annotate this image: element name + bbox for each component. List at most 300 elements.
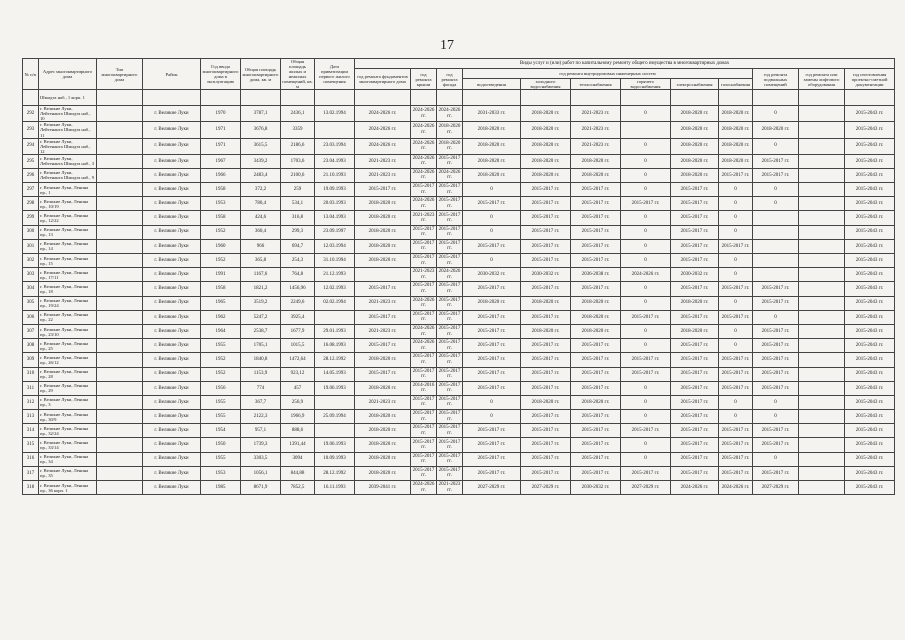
cell-documentation: 2015-2043 гг.	[845, 183, 895, 197]
cell-elevator	[799, 211, 845, 225]
cell-type	[97, 410, 143, 424]
cell-elevator	[799, 138, 845, 154]
cell-water-disposal: 2018-2020 гг.	[463, 154, 521, 168]
cell-total-area: 360,4	[241, 225, 281, 239]
cell-roof: 2015-2017 гг.	[411, 225, 437, 239]
cell-foundation: 2024-2026 гг.	[355, 106, 411, 122]
cell-electric: 2015-2017 гг.	[671, 254, 719, 268]
cell-elevator	[799, 410, 845, 424]
cell-heating: 2018-2020 гг.	[571, 296, 621, 310]
cell-privatization-date: 19.06.1993	[315, 438, 355, 452]
cell-cold-water: 2015-2017 гг.	[521, 282, 571, 296]
cell-gas: 0	[719, 339, 753, 353]
cell-roof: 2015-2017 гг.	[411, 367, 437, 381]
cell-roof: 2015-2017 гг.	[411, 410, 437, 424]
cell-cold-water: 2015-2017 гг.	[521, 254, 571, 268]
cell-heating: 2015-2017 гг.	[571, 381, 621, 395]
cell-heating: 2036-2038 гг.	[571, 268, 621, 282]
cell-foundation: 2018-2020 гг.	[355, 424, 411, 438]
cell-gas: 2015-2017 гг.	[719, 438, 753, 452]
cell-water-disposal: 2015-2017 гг.	[463, 197, 521, 211]
cell-address: г. Великие Луки, Ленина пр., 33/14	[39, 438, 97, 452]
cell-cold-water: 2015-2017 гг.	[521, 211, 571, 225]
cell-water-disposal: 2015-2017 гг.	[463, 239, 521, 253]
cell-elevator	[799, 282, 845, 296]
cell-cold-water: 2030-2032 гг.	[521, 268, 571, 282]
cell-privatization-date: 14.05.1993	[315, 367, 355, 381]
cell-heating: 2015-2017 гг.	[571, 254, 621, 268]
cell-heating: 2015-2017 гг.	[571, 211, 621, 225]
cell-documentation: 2015-2043 гг.	[845, 239, 895, 253]
cell-gas: 2015-2017 гг.	[719, 466, 753, 480]
table-row	[23, 339, 895, 353]
cell-roof: 2024-2026 гг.	[411, 324, 437, 338]
cell-roof: 2024-2026 гг.	[411, 106, 437, 122]
cell-type	[97, 183, 143, 197]
cell-facade: 2015-2017 гг.	[437, 466, 463, 480]
cell-heating: 2015-2017 гг.	[571, 367, 621, 381]
cell-roof: 2024-2026 гг.	[411, 168, 437, 182]
cell-gas: 2015-2017 гг.	[719, 310, 753, 324]
table-row	[23, 296, 895, 310]
cell-type	[97, 122, 143, 138]
cell-roof: 2015-2017 гг.	[411, 466, 437, 480]
cell-district: г. Великие Луки	[143, 168, 201, 182]
cell-year-built: 1955	[201, 452, 241, 466]
cell-year-built: 1967	[201, 154, 241, 168]
cell-documentation: 2015-2043 гг.	[845, 282, 895, 296]
cell-elevator	[799, 254, 845, 268]
cell-heating: 2021-2023 гг.	[571, 122, 621, 138]
cell-electric: 2015-2017 гг.	[671, 367, 719, 381]
cell-year-built: 1955	[201, 339, 241, 353]
cell-basement: 2015-2017 гг.	[753, 339, 799, 353]
cell-district: г. Великие Луки	[143, 466, 201, 480]
cell-electric: 2018-2020 гг.	[671, 122, 719, 138]
cell-basement: 0	[753, 310, 799, 324]
cell-water-disposal: 2015-2017 гг.	[463, 424, 521, 438]
cell-water-disposal: 2030-2032 гг.	[463, 268, 521, 282]
cell-privatization-date: 02.02.1994	[315, 296, 355, 310]
cell-heating: 2015-2017 гг.	[571, 410, 621, 424]
cell-hot-water: 0	[621, 254, 671, 268]
cell-elevator	[799, 197, 845, 211]
cell-gas: 2015-2017 гг.	[719, 381, 753, 395]
cell-roof: 2015-2017 гг.	[411, 353, 437, 367]
cell-electric: 2015-2017 гг.	[671, 239, 719, 253]
cell-basement: 2015-2017 гг.	[753, 381, 799, 395]
cell-documentation: 2015-2043 гг.	[845, 438, 895, 452]
cell-elevator	[799, 183, 845, 197]
cell-electric: 2015-2017 гг.	[671, 197, 719, 211]
cell-cold-water: 2015-2017 гг.	[521, 225, 571, 239]
cell-type	[97, 225, 143, 239]
cell-gas: 2015-2017 гг.	[719, 353, 753, 367]
cell-type	[97, 138, 143, 154]
cell-no: 296	[23, 168, 39, 182]
cell-district: г. Великие Луки	[143, 197, 201, 211]
cell-elevator	[799, 438, 845, 452]
cell-facade: 2015-2017 гг.	[437, 324, 463, 338]
cell-heating: 2021-2023 гг.	[571, 138, 621, 154]
cell-hot-water: 2015-2017 гг.	[621, 367, 671, 381]
cell-total-area: 957,1	[241, 424, 281, 438]
cell-elevator	[799, 353, 845, 367]
cell-gas: 2015-2017 гг.	[719, 424, 753, 438]
cell-living-area: 2100,6	[281, 168, 315, 182]
cell-total-area: 365,8	[241, 254, 281, 268]
cell-water-disposal: 2027-2029 гг.	[463, 481, 521, 495]
table-row	[23, 282, 895, 296]
cell-living-area: 254,3	[281, 254, 315, 268]
cell-district: г. Великие Луки	[143, 211, 201, 225]
cell-documentation: 2015-2043 гг.	[845, 410, 895, 424]
cell-address: г. Великие Луки, Ленина пр., 32/24	[39, 424, 97, 438]
cell-type	[97, 254, 143, 268]
cell-privatization-date: 28.12.1992	[315, 353, 355, 367]
cell-roof: 2015-2017 гг.	[411, 254, 437, 268]
cell-hot-water: 2015-2017 гг.	[621, 424, 671, 438]
cell-elevator	[799, 466, 845, 480]
cell-heating: 2015-2017 гг.	[571, 183, 621, 197]
cell-water-disposal: 2015-2017 гг.	[463, 466, 521, 480]
cell-total-area: 2122,3	[241, 410, 281, 424]
cell-district: г. Великие Луки	[143, 438, 201, 452]
cell-roof: 2015-2017 гг.	[411, 438, 437, 452]
header-roof: год ремонта крыши	[411, 69, 437, 90]
cell-roof: 2015-2017 гг.	[411, 395, 437, 409]
table-row	[23, 424, 895, 438]
cell-electric: 2015-2017 гг.	[671, 310, 719, 324]
cell-year-built: 1958	[201, 282, 241, 296]
cell-privatization-date: 31.10.1994	[315, 254, 355, 268]
cell-foundation: 2018-2020 гг.	[355, 353, 411, 367]
cell-electric: 2018-2020 гг.	[671, 296, 719, 310]
cell-year-built: 1958	[201, 211, 241, 225]
cell-electric: 2015-2017 гг.	[671, 466, 719, 480]
table-row	[23, 481, 895, 495]
cell-hot-water: 0	[621, 106, 671, 122]
cell-gas: 0	[719, 296, 753, 310]
cell-no: 310	[23, 367, 39, 381]
cell-roof: 2015-2017 гг.	[411, 183, 437, 197]
cell-district: г. Великие Луки	[143, 296, 201, 310]
cell-total-area: 372,2	[241, 183, 281, 197]
header-basement: год ремонта подвальных помещений	[753, 69, 799, 90]
cell-water-disposal: 2015-2017 гг.	[463, 367, 521, 381]
cell-water-disposal: 2031-2033 гг.	[463, 106, 521, 122]
cell-gas: 2018-2020 гг.	[719, 106, 753, 122]
cell-elevator	[799, 424, 845, 438]
cell-roof: 2015-2017 гг.	[411, 310, 437, 324]
cell-type	[97, 339, 143, 353]
cell-no: 304	[23, 282, 39, 296]
cell-water-disposal: 2015-2017 гг.	[463, 324, 521, 338]
table-header	[23, 59, 895, 90]
cell-foundation: 2021-2023 гг.	[355, 168, 411, 182]
cell-elevator	[799, 154, 845, 168]
cell-total-area: 3787,1	[241, 106, 281, 122]
table-row	[23, 168, 895, 182]
cell-living-area: 316,8	[281, 211, 315, 225]
cell-foundation: 2018-2020 гг.	[355, 410, 411, 424]
cell-no: 301	[23, 239, 39, 253]
cell-cold-water: 2015-2017 гг.	[521, 197, 571, 211]
cell-facade: 2024-2026 гг.	[437, 168, 463, 182]
header-works-caption: Виды услуг и (или) работ по капитальному ремонту общего имущества в многоквартирных домах	[355, 59, 895, 69]
cell-foundation: 2018-2020 гг.	[355, 452, 411, 466]
cell-elevator	[799, 481, 845, 495]
cell-gas: 2015-2017 гг.	[719, 282, 753, 296]
cell-district: г. Великие Луки	[143, 239, 201, 253]
header-hot-water: горячего водоснабжения	[621, 79, 671, 90]
cell-district: г. Великие Луки	[143, 452, 201, 466]
cell-privatization-date: 20.03.1993	[315, 197, 355, 211]
cell-gas: 0	[719, 410, 753, 424]
cell-heating: 2015-2017 гг.	[571, 438, 621, 452]
cell-living-area: 1015,5	[281, 339, 315, 353]
cell-type	[97, 452, 143, 466]
cell-cold-water: 2015-2017 гг.	[521, 410, 571, 424]
cell-cold-water: 2015-2017 гг.	[521, 183, 571, 197]
cell-documentation: 2015-2043 гг.	[845, 154, 895, 168]
cell-facade: 2015-2017 гг.	[437, 239, 463, 253]
cell-documentation: 2015-2043 гг.	[845, 138, 895, 154]
cell-gas: 2024-2026 гг.	[719, 481, 753, 495]
cell-basement: 2015-2017 гг.	[753, 424, 799, 438]
cell-year-built: 1954	[201, 424, 241, 438]
cell-district: г. Великие Луки	[143, 183, 201, 197]
cell-type	[97, 395, 143, 409]
table-row	[23, 410, 895, 424]
cell-cold-water: 2015-2017 гг.	[521, 353, 571, 367]
cell-gas: 2018-2020 гг.	[719, 122, 753, 138]
cell-electric: 2030-2032 гг.	[671, 268, 719, 282]
cell-no: 306	[23, 310, 39, 324]
header-systems-caption: год ремонта внутридомовых инженерных систем	[463, 69, 753, 79]
table-row	[23, 225, 895, 239]
cell-no: 299	[23, 211, 39, 225]
cell-electric: 2018-2020 гг.	[671, 154, 719, 168]
cell-foundation: 2018-2020 гг.	[355, 381, 411, 395]
cell-gas: 2015-2017 гг.	[719, 367, 753, 381]
cell-hot-water: 2015-2017 гг.	[621, 310, 671, 324]
cell-basement: 0	[753, 183, 799, 197]
cell-district: г. Великие Луки	[143, 106, 201, 122]
cell-facade: 2015-2017 гг.	[437, 381, 463, 395]
cell-privatization-date: 12.02.1993	[315, 282, 355, 296]
table-body	[23, 90, 895, 495]
cell-privatization-date	[315, 310, 355, 324]
cell-electric: 2018-2020 гг.	[671, 324, 719, 338]
cell-cold-water: 2018-2020 гг.	[521, 168, 571, 182]
header-total-area: Общая площадь многоквартирного дома, кв. м	[241, 59, 281, 90]
table-row	[23, 324, 895, 338]
cell-elevator	[799, 395, 845, 409]
cell-cold-water: 2015-2017 гг.	[521, 367, 571, 381]
cell-water-disposal: 2015-2017 гг.	[463, 381, 521, 395]
cell-address: г. Великие Луки, Лейтенанта Шмидта наб., 11	[39, 122, 97, 138]
header-living-area: Общая площадь жилых и нежилых помещений, кв. м	[282, 59, 313, 90]
cell-no: 309	[23, 353, 39, 367]
cell-heating: 2015-2017 гг.	[571, 424, 621, 438]
cell-foundation: 2015-2017 гг.	[355, 183, 411, 197]
cell-address: г. Великие Луки, Ленина пр., 22	[39, 310, 97, 324]
cell-privatization-date: 13.04.1993	[315, 211, 355, 225]
header-privatization-date: Дата приватизации первого жилого помещения	[315, 59, 355, 90]
cell-documentation: 2015-2043 гг.	[845, 168, 895, 182]
cell-type	[97, 353, 143, 367]
cell-living-area: 844,88	[281, 466, 315, 480]
cell-foundation	[355, 268, 411, 282]
cell-water-disposal: 2015-2017 гг.	[463, 282, 521, 296]
cell-water-disposal: 2015-2017 гг.	[463, 452, 521, 466]
carry-over-row	[23, 90, 895, 106]
cell-elevator	[799, 239, 845, 253]
cell-basement: 0	[753, 452, 799, 466]
cell-year-built: 1952	[201, 225, 241, 239]
cell-district: г. Великие Луки	[143, 424, 201, 438]
cell-year-built: 1958	[201, 183, 241, 197]
cell-no: 294	[23, 138, 39, 154]
repair-schedule-table	[22, 58, 895, 495]
cell-gas: 0	[719, 183, 753, 197]
table-row	[23, 395, 895, 409]
cell-foundation: 2015-2017 гг.	[355, 282, 411, 296]
cell-hot-water: 0	[621, 138, 671, 154]
cell-privatization-date	[315, 395, 355, 409]
cell-total-area: 1167,6	[241, 268, 281, 282]
cell-total-area: 3439,2	[241, 154, 281, 168]
cell-documentation: 2015-2043 гг.	[845, 268, 895, 282]
header-foundation: год ремонта фундаментов многоквартирного дома	[355, 69, 411, 90]
cell-total-area: 8671,9	[241, 481, 281, 495]
cell-address: г. Великие Луки, Ленина пр., 23/10	[39, 324, 97, 338]
cell-gas: 2015-2017 гг.	[719, 168, 753, 182]
cell-privatization-date: 28.12.1992	[315, 466, 355, 480]
cell-documentation: 2015-2043 гг.	[845, 225, 895, 239]
cell-living-area: 1677,9	[281, 324, 315, 338]
cell-no: 314	[23, 424, 39, 438]
cell-electric: 2015-2017 гг.	[671, 424, 719, 438]
cell-hot-water: 0	[621, 339, 671, 353]
cell-living-area: 256,9	[281, 395, 315, 409]
cell-type	[97, 282, 143, 296]
cell-hot-water: 2024-2026 гг.	[621, 268, 671, 282]
cell-water-disposal: 0	[463, 395, 521, 409]
cell-documentation: 2015-2043 гг.	[845, 367, 895, 381]
cell-elevator	[799, 106, 845, 122]
cell-documentation: 2015-2043 гг.	[845, 310, 895, 324]
cell-hot-water: 0	[621, 225, 671, 239]
cell-cold-water: 2018-2020 гг.	[521, 324, 571, 338]
cell-electric: 2015-2017 гг.	[671, 381, 719, 395]
cell-total-area: 3676,8	[241, 122, 281, 138]
cell-district: г. Великие Луки	[143, 122, 201, 138]
cell-basement: 0	[753, 106, 799, 122]
cell-water-disposal: 0	[463, 225, 521, 239]
cell-basement: 2015-2017 гг.	[753, 282, 799, 296]
cell-basement: 2015-2017 гг.	[753, 154, 799, 168]
cell-electric: 2024-2026 гг.	[671, 481, 719, 495]
table-row	[23, 381, 895, 395]
cell-roof: 2015-2017 гг.	[411, 239, 437, 253]
cell-address: г. Великие Луки, Ленина пр., 36 корп. 1	[39, 481, 97, 495]
cell-cold-water: 2015-2017 гг.	[521, 438, 571, 452]
cell-no: 305	[23, 296, 39, 310]
table-row	[23, 310, 895, 324]
cell-no: 295	[23, 154, 39, 168]
cell-year-built: 1964	[201, 324, 241, 338]
cell-type	[97, 239, 143, 253]
cell-basement	[753, 211, 799, 225]
cell-water-disposal: 2018-2020 гг.	[463, 168, 521, 182]
cell-water-disposal: 2015-2017 гг.	[463, 339, 521, 353]
cell-district: г. Великие Луки	[143, 353, 201, 367]
cell-elevator	[799, 324, 845, 338]
cell-documentation: 2015-2043 гг.	[845, 452, 895, 466]
header-electric: электроснабжения	[671, 79, 719, 90]
cell-cold-water: 2018-2020 гг.	[521, 138, 571, 154]
cell-no: 298	[23, 197, 39, 211]
cell-total-area: 3519,2	[241, 296, 281, 310]
cell-water-disposal: 0	[463, 211, 521, 225]
cell-district: г. Великие Луки	[143, 154, 201, 168]
cell-facade: 2015-2017 гг.	[437, 296, 463, 310]
cell-facade: 2015-2017 гг.	[437, 310, 463, 324]
cell-basement: 0	[753, 197, 799, 211]
cell-documentation: 2015-2043 гг.	[845, 353, 895, 367]
cell-address: г. Великие Луки, Ленина пр., 18	[39, 282, 97, 296]
cell-district: г. Великие Луки	[143, 310, 201, 324]
cell-no: 293	[23, 122, 39, 138]
table-row	[23, 254, 895, 268]
cell-facade: 2018-2020 гг.	[437, 138, 463, 154]
cell-type	[97, 268, 143, 282]
cell-facade: 2015-2017 гг.	[437, 353, 463, 367]
cell-hot-water: 0	[621, 438, 671, 452]
cell-type	[97, 296, 143, 310]
cell-living-area: 1703,6	[281, 154, 315, 168]
cell-total-area: 780,4	[241, 197, 281, 211]
cell-district: г. Великие Луки	[143, 282, 201, 296]
cell-water-disposal: 2018-2020 гг.	[463, 122, 521, 138]
cell-basement: 2015-2017 гг.	[753, 438, 799, 452]
cell-year-built: 1955	[201, 410, 241, 424]
cell-address: г. Великие Луки, Ленина пр., 29	[39, 381, 97, 395]
cell-hot-water: 0	[621, 211, 671, 225]
cell-total-area: 2538,7	[241, 324, 281, 338]
cell-total-area: 3303,5	[241, 452, 281, 466]
cell-living-area: 2249,6	[281, 296, 315, 310]
cell-foundation: 2021-2023 гг.	[355, 296, 411, 310]
cell-no: 297	[23, 183, 39, 197]
cell-roof: 2024-2026 гг.	[411, 154, 437, 168]
cell-address: г. Великие Луки, Ленина пр., 26/12	[39, 353, 97, 367]
cell-water-disposal: 2015-2017 гг.	[463, 310, 521, 324]
cell-year-built: 1952	[201, 353, 241, 367]
cell-facade: 2015-2017 гг.	[437, 282, 463, 296]
cell-total-area: 5247,2	[241, 310, 281, 324]
cell-hot-water: 0	[621, 324, 671, 338]
cell-roof: 2021-2023 гг.	[411, 268, 437, 282]
cell-privatization-date	[315, 424, 355, 438]
cell-privatization-date	[315, 122, 355, 138]
cell-elevator	[799, 225, 845, 239]
cell-documentation: 2015-2043 гг.	[845, 296, 895, 310]
cell-facade: 2015-2017 гг.	[437, 225, 463, 239]
cell-cold-water: 2018-2020 гг.	[521, 296, 571, 310]
